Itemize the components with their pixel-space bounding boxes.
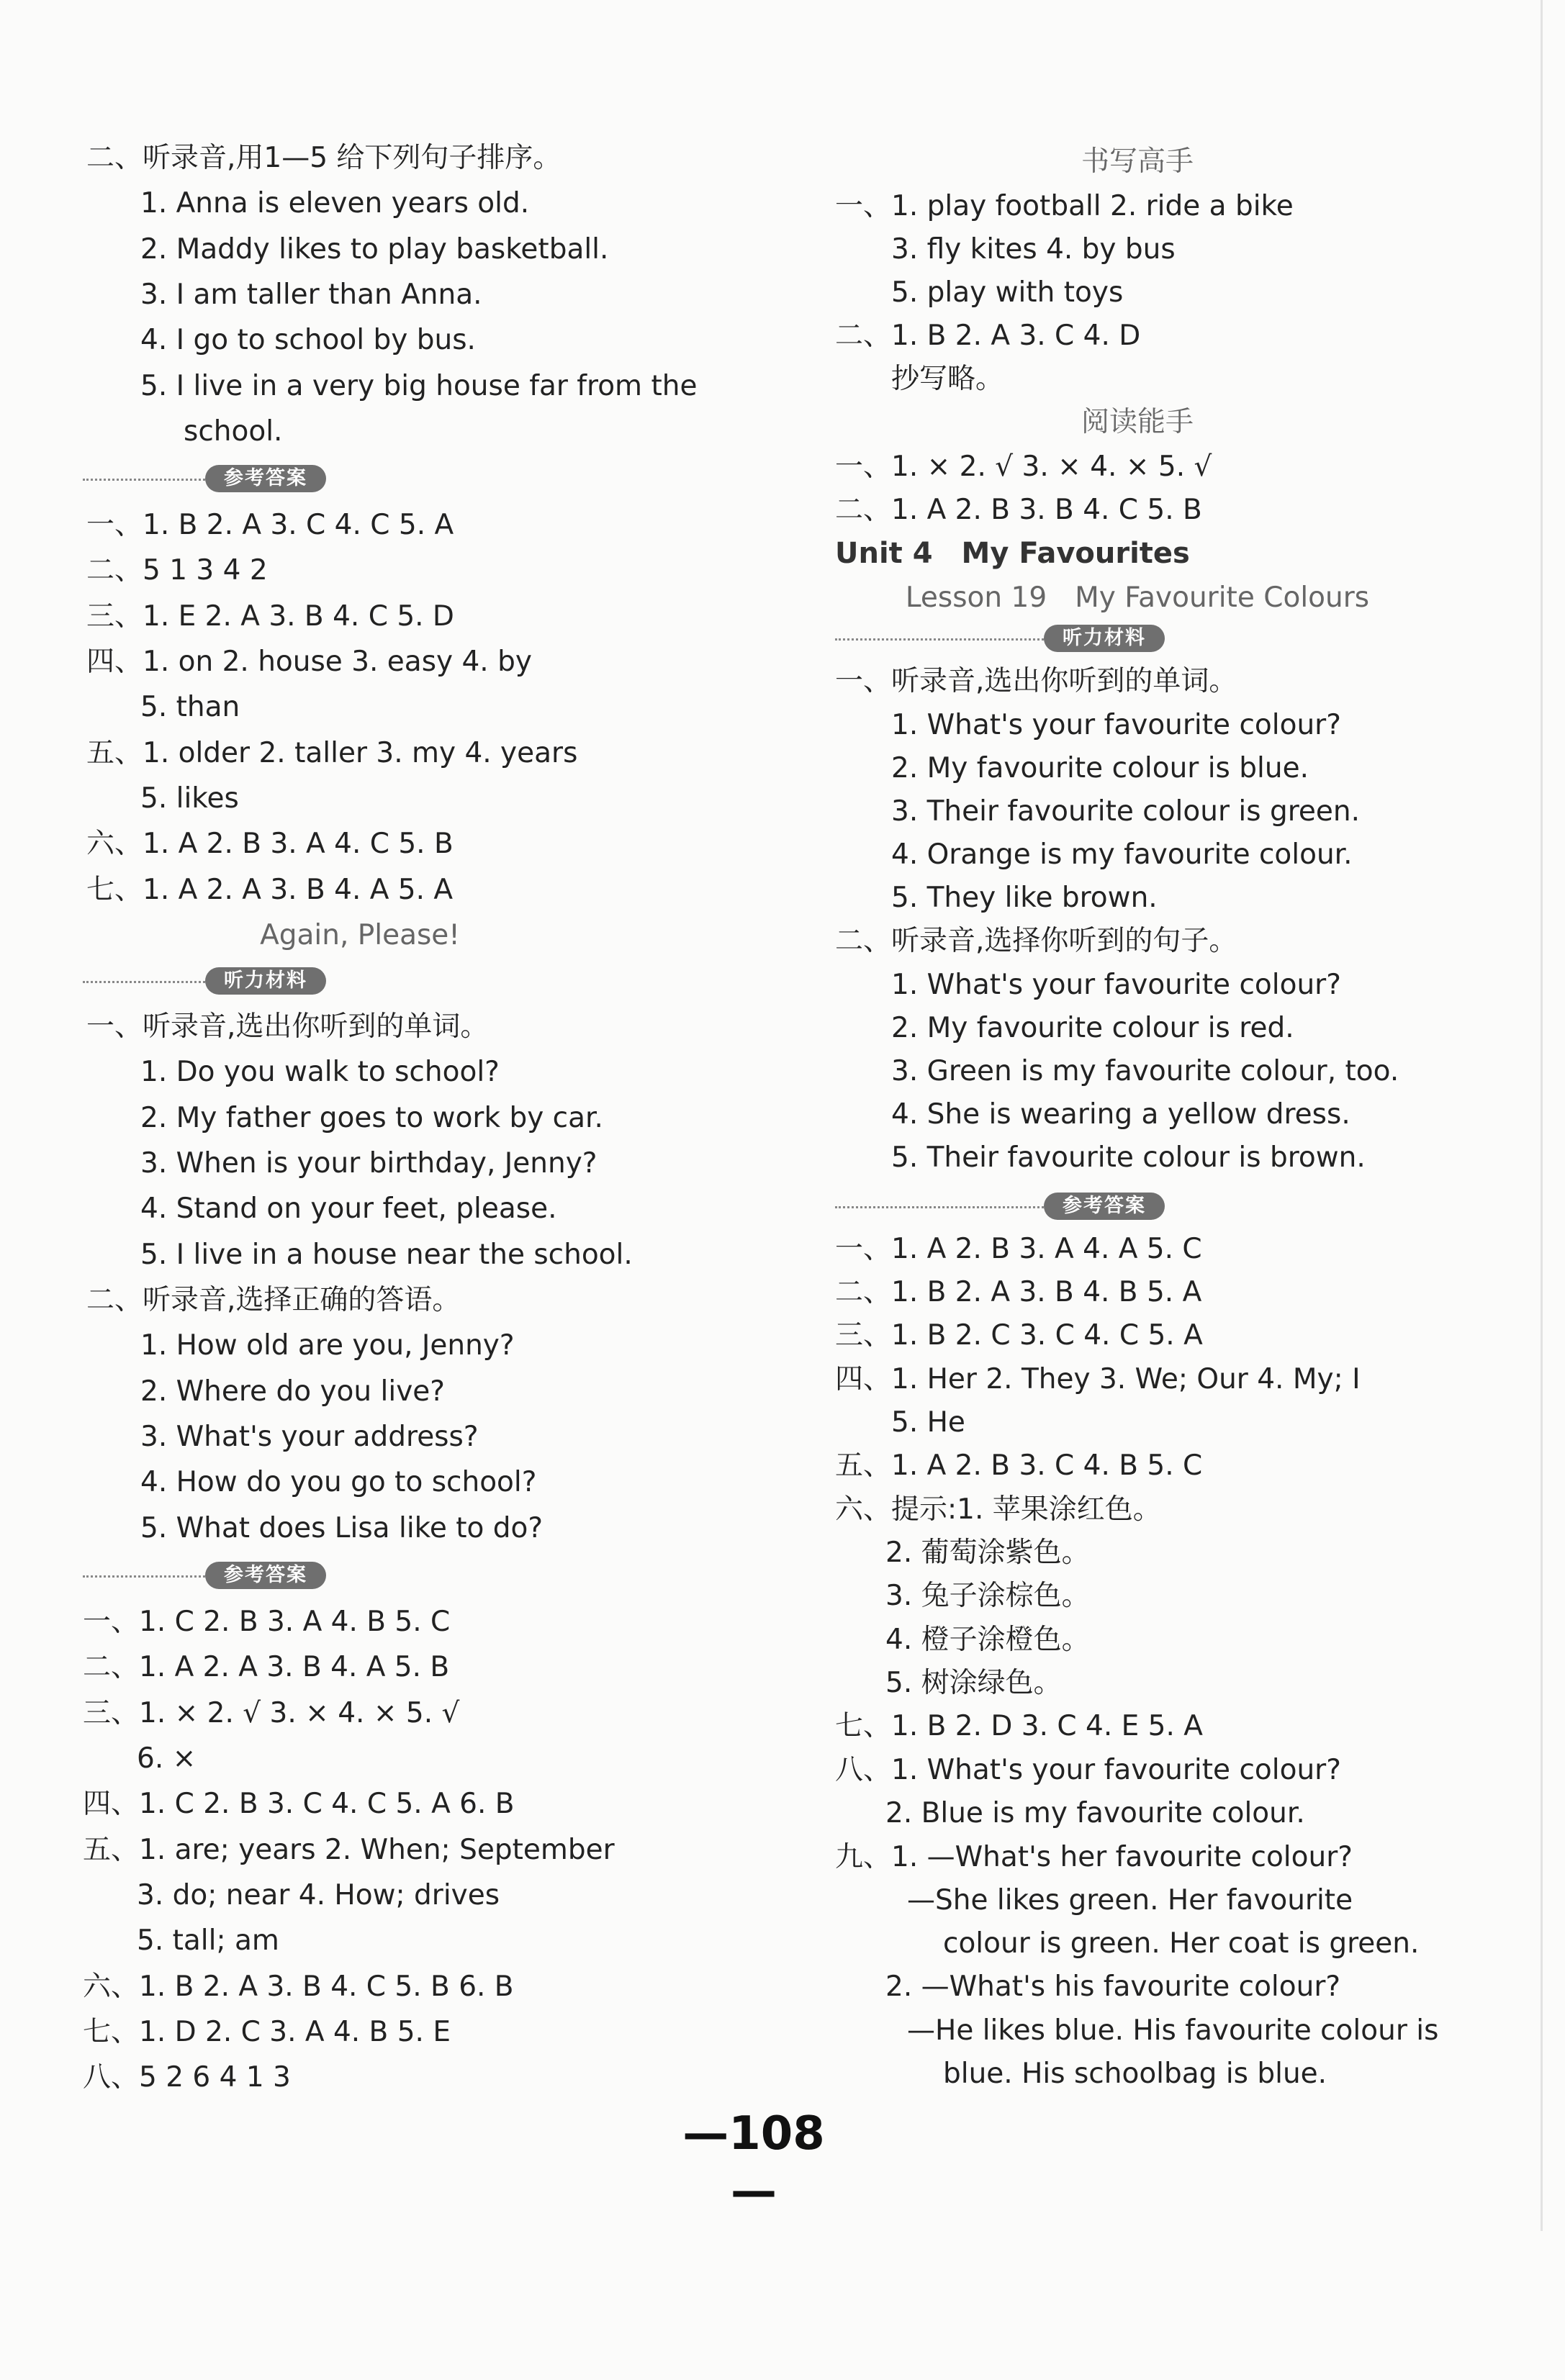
answer-line: 八、5 2 6 4 1 3 [83,2061,291,2094]
list-item: 2. Maddy likes to play basketball. [140,233,609,266]
list-item: 5. Their favourite colour is brown. [891,1141,1366,1174]
answer-line: 三、1. E 2. A 3. B 4. C 5. D [86,600,454,633]
unit-title: Unit 4 My Favourites [835,537,1190,570]
section-title-again-please: Again, Please! [260,919,460,951]
answer-line: 四、1. on 2. house 3. easy 4. by [86,646,532,678]
answer-line-continued: 5. He [891,1406,965,1439]
dotted-rule [835,638,1044,641]
list-item: 1. What's your favourite colour? [891,969,1341,1001]
answer-line-continued: —He likes blue. His favourite colour is [907,2014,1439,2047]
answer-line: 三、1. B 2. C 3. C 4. C 5. A [835,1319,1203,1352]
answer-line: 二、1. B 2. A 3. C 4. D [835,320,1141,352]
list-item: 4. How do you go to school? [140,1466,537,1498]
answer-line-continued: blue. His schoolbag is blue. [943,2058,1327,2090]
answer-line-continued: 5. likes [140,782,239,815]
listening-badge-row [83,967,331,996]
list-item: 1. Anna is eleven years old. [140,187,530,220]
hint-line: 5. 树涂绿色。 [885,1667,1062,1699]
answer-line: 四、1. C 2. B 3. C 4. C 5. A 6. B [83,1788,515,1820]
answer-line-continued: 抄写略。 [891,363,1004,395]
list-item: 3. When is your birthday, Jenny? [140,1147,597,1180]
answer-line: 七、1. D 2. C 3. A 4. B 5. E [83,2016,451,2048]
answers-badge: 参考答案 [1044,1193,1165,1220]
list-item: 5. I live in a house near the school. [140,1239,633,1271]
list-item: 2. Where do you live? [140,1375,445,1408]
list-item: 3. Their favourite colour is green. [891,795,1360,828]
dotted-rule [83,1575,205,1578]
section-title-reading: 阅读能手 [1081,406,1194,438]
list-item-continued: school. [184,415,283,448]
list-item: 2. My father goes to work by car. [140,1102,603,1134]
section-heading: 二、听录音,选择正确的答语。 [86,1284,461,1316]
answer-line: 五、1. A 2. B 3. C 4. B 5. C [835,1449,1203,1482]
answer-line-continued: —She likes green. Her favourite [907,1884,1353,1917]
answers-badge-row [83,465,331,494]
answer-line: 三、1. × 2. √ 3. × 4. × 5. √ [83,1697,460,1729]
list-item: 2. My favourite colour is red. [891,1012,1294,1044]
answer-line-continued: 6. × [137,1742,197,1775]
answer-line: 二、1. A 2. B 3. B 4. C 5. B [835,494,1202,526]
answer-line: 六、1. A 2. B 3. A 4. C 5. B [86,828,454,860]
answer-line: 六、提示:1. 苹果涂红色。 [835,1493,1161,1526]
listening-badge: 听力材料 [205,967,326,995]
list-item: 1. What's your favourite colour? [891,709,1341,741]
section-heading: 二、听录音,选择你听到的句子。 [835,925,1237,957]
answers-badge-row [835,1193,1166,1221]
listening-badge-row [835,625,1166,653]
answer-line: 一、1. B 2. A 3. C 4. C 5. A [86,509,454,541]
answer-line: 一、1. × 2. √ 3. × 4. × 5. √ [835,451,1212,483]
list-item: 1. How old are you, Jenny? [140,1329,515,1362]
list-item: 5. I live in a very big house far from the [140,370,698,402]
hint-line: 3. 兔子涂棕色。 [885,1580,1090,1612]
list-item: 2. My favourite colour is blue. [891,752,1309,784]
answer-line: 一、1. C 2. B 3. A 4. B 5. C [83,1606,451,1638]
section-title-writing: 书写高手 [1081,145,1194,178]
lesson-title: Lesson 19 My Favourite Colours [905,582,1370,614]
list-item: 4. Orange is my favourite colour. [891,838,1353,871]
answer-line: 七、1. A 2. A 3. B 4. A 5. A [86,874,454,906]
answer-line: 二、1. A 2. A 3. B 4. A 5. B [83,1651,450,1683]
answer-line-continued: 5. tall; am [137,1924,279,1957]
answer-line: 六、1. B 2. A 3. B 4. C 5. B 6. B [83,1970,514,2003]
answers-badge: 参考答案 [205,1562,326,1589]
list-item: 3. What's your address? [140,1421,479,1453]
page-edge-line [1541,0,1543,2231]
dotted-rule [835,1206,1044,1208]
section-heading: 一、听录音,选出你听到的单词。 [86,1010,489,1043]
answer-line-continued: colour is green. Her coat is green. [943,1927,1420,1960]
answer-line-continued: 5. play with toys [891,276,1124,309]
answer-line-continued: 3. do; near 4. How; drives [137,1879,500,1911]
answer-line-continued: 5. than [140,691,240,723]
answer-line: 五、1. older 2. taller 3. my 4. years [86,737,578,769]
list-item: 4. She is wearing a yellow dress. [891,1098,1350,1131]
hint-line: 2. 葡萄涂紫色。 [885,1537,1090,1569]
section-heading: 一、听录音,选出你听到的单词。 [835,665,1237,697]
answer-line: 九、1. —What's her favourite colour? [835,1841,1353,1873]
listening-badge: 听力材料 [1044,625,1165,652]
dotted-rule [83,981,205,983]
answer-line: 二、1. B 2. A 3. B 4. B 5. A [835,1276,1202,1308]
hint-line: 4. 橙子涂橙色。 [885,1624,1090,1656]
answer-line: 八、1. What's your favourite colour? [835,1754,1341,1786]
list-item: 4. I go to school by bus. [140,324,476,356]
list-item: 5. They like brown. [891,882,1158,914]
list-item: 1. Do you walk to school? [140,1056,500,1088]
list-item: 3. I am taller than Anna. [140,279,482,311]
answer-line: 四、1. Her 2. They 3. We; Our 4. My; I [835,1363,1361,1395]
page-number: —108 — [682,2107,825,2218]
list-item: 3. Green is my favourite colour, too. [891,1055,1399,1087]
answer-line: 五、1. are; years 2. When; September [83,1834,615,1866]
answer-line: 二、5 1 3 4 2 [86,554,268,587]
section-heading: 二、听录音,用1—5 给下列句子排序。 [86,142,561,174]
answers-badge-row [83,1562,331,1591]
answer-line-continued: 2. —What's his favourite colour? [885,1970,1341,2003]
answer-line: 七、1. B 2. D 3. C 4. E 5. A [835,1710,1203,1742]
answer-line-continued: 3. fly kites 4. by bus [891,233,1176,266]
answer-line: 一、1. A 2. B 3. A 4. A 5. C [835,1233,1202,1265]
dotted-rule [83,479,205,481]
answer-line-continued: 2. Blue is my favourite colour. [885,1797,1305,1829]
answer-line: 一、1. play football 2. ride a bike [835,190,1294,222]
answers-badge: 参考答案 [205,465,326,492]
list-item: 4. Stand on your feet, please. [140,1193,557,1225]
list-item: 5. What does Lisa like to do? [140,1512,544,1544]
